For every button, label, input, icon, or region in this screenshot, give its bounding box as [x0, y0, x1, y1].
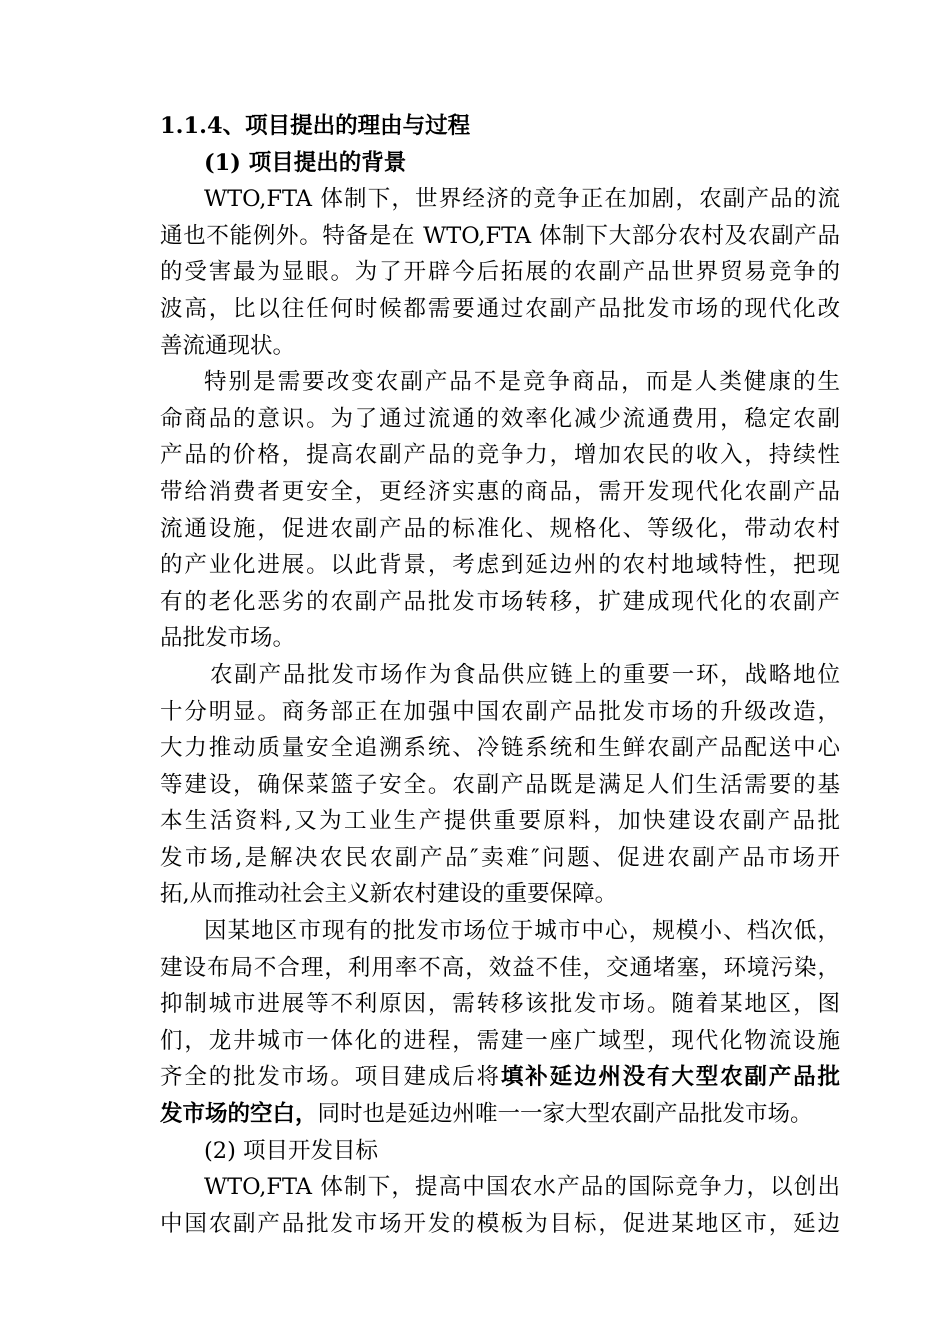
paragraph-line: 十分明显。商务部正在加强中国农副产品批发市场的升级改造，: [160, 698, 840, 725]
paragraph-line: 品批发市场。: [160, 625, 296, 652]
paragraph-line: 本生活资料,又为工业生产提供重要原料，加快建设农副产品批: [160, 808, 840, 835]
paragraph-line: 波高，比以往任何时候都需要通过农副产品批发市场的现代化改: [160, 295, 840, 322]
subsection-title-goals: (2) 项目开发目标: [204, 1137, 379, 1164]
paragraph-3: [160, 657, 840, 913]
paragraph-line: 中国农副产品批发市场开发的模板为目标，促进某地区市，延边: [160, 1210, 840, 1237]
paragraph-line-mixed: [160, 1059, 840, 1096]
paragraph-5: [160, 1169, 840, 1242]
paragraph-line: 带给消费者更安全，更经济实惠的商品，需开发现代化农副产品: [160, 478, 840, 505]
paragraph-line: 大力推动质量安全追溯系统、冷链系统和生鲜农副产品配送中心: [160, 735, 840, 762]
section-heading: 1.1.4、项目提出的理由与过程: [160, 113, 471, 139]
paragraph-line: 建设布局不合理，利用率不高，效益不佳，交通堵塞，环境污染，: [160, 954, 840, 981]
paragraph-line: 产品的价格，提高农副产品的竞争力，增加农民的收入，持续性: [160, 442, 840, 469]
paragraph-line: 命商品的意识。为了通过流通的效率化减少流通费用，稳定农副: [160, 405, 840, 432]
paragraph-line: 因某地区市现有的批发市场位于城市中心，规模小、档次低，: [204, 918, 840, 945]
paragraph-2: [160, 364, 840, 657]
paragraph-line: 拓,从而推动社会主义新农村建设的重要保障。: [160, 881, 618, 908]
paragraph-line: WTO,FTA 体制下，提高中国农水产品的国际竞争力，以创出: [204, 1174, 840, 1201]
paragraph-line: 流通设施，促进农副产品的标准化、规格化、等级化，带动农村: [160, 515, 840, 542]
paragraph-line: 善流通现状。: [160, 332, 296, 359]
paragraph-1: [160, 181, 840, 364]
paragraph-line: 发市场,是解决农民农副产品″卖难″问题、促进农副产品市场开: [160, 844, 840, 871]
paragraph-line: 的产业化进展。以此背景，考虑到延边州的农村地域特性，把现: [160, 552, 840, 579]
paragraph-line: 等建设，确保菜篮子安全。农副产品既是满足人们生活需要的基: [160, 771, 840, 798]
paragraph-line: 们，龙井城市一体化的进程，需建一座广域型，现代化物流设施: [160, 1027, 840, 1054]
paragraph-line: 抑制城市进展等不利原因，需转移该批发市场。随着某地区，图: [160, 991, 840, 1018]
paragraph-line: 农副产品批发市场作为食品供应链上的重要一环，战略地位: [210, 661, 840, 688]
document-page: [160, 108, 840, 1242]
paragraph-line-mixed: [160, 1096, 840, 1133]
text-emphasis: 填补延边州没有大型农副产品批: [500, 1064, 840, 1091]
text-normal: 齐全的批发市场。项目建成后将: [160, 1064, 501, 1091]
paragraph-line: WTO,FTA 体制下，世界经济的竞争正在加剧，农副产品的流: [204, 186, 840, 213]
paragraph-line: 有的老化恶劣的农副产品批发市场转移，扩建成现代化的农副产: [160, 588, 840, 615]
text-emphasis: 发市场的空白，: [160, 1101, 318, 1128]
subsection-title-background: (1) 项目提出的背景: [204, 149, 407, 176]
paragraph-line: 特别是需要改变农副产品不是竞争商品，而是人类健康的生: [204, 369, 840, 396]
paragraph-4: [160, 913, 840, 1133]
paragraph-line: 的受害最为显眼。为了开辟今后拓展的农副产品世界贸易竞争的: [160, 259, 840, 286]
text-normal: 同时也是延边州唯一一家大型农副产品批发市场。: [317, 1101, 813, 1128]
paragraph-line: 通也不能例外。特备是在 WTO,FTA 体制下大部分农村及农副产品: [160, 222, 840, 249]
